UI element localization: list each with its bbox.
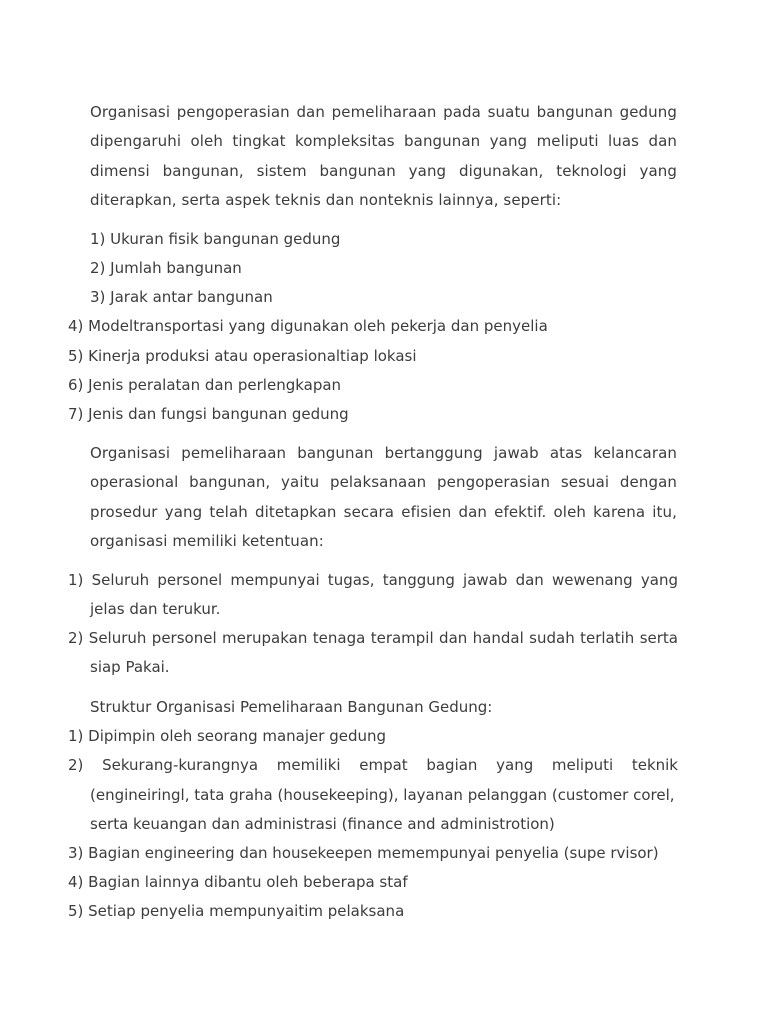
list-item: 6) Jenis peralatan dan perlengkapan — [68, 376, 342, 394]
list-item-line: 2) Seluruh personel merupakan tenaga terampil dan handal sudah terlatih serta — [68, 629, 678, 647]
list-item: 3) Bagian engineering dan housekeepen memempunyai penyelia (supe rvisor) — [68, 844, 659, 862]
list-item — [68, 751, 678, 780]
list-item: 4) Bagian lainnya dibantu oleh beberapa staf — [68, 873, 408, 891]
list-item-continuation: serta keuangan dan administrasi (finance and administrotion) — [90, 815, 555, 833]
responsibility-paragraph: Organisasi pemeliharaan bangunan bertanggung jawab atas kelancaran operasional bangunan, yaitu pelaksanaan pengoperasian sesuai dengan prosedur yang telah ditetapkan secara efisien dan efektif. oleh karena itu, organisasi memiliki ketentuan: — [90, 444, 677, 551]
list-item: 5) Kinerja produksi atau operasionaltiap lokasi — [68, 347, 417, 365]
list-item: 3) Jarak antar bangunan — [90, 288, 273, 306]
list-item: 7) Jenis dan fungsi bangunan gedung — [68, 405, 349, 423]
list-item — [68, 566, 678, 595]
structure-heading: Struktur Organisasi Pemeliharaan Bangunan Gedung: — [90, 698, 493, 716]
list-item-continuation: jelas dan terukur. — [90, 600, 221, 618]
list-item-line: 2) Sekurang-kurangnya memiliki empat bagian yang meliputi teknik — [68, 756, 678, 774]
list-item: 4) Modeltransportasi yang digunakan oleh pekerja dan penyelia — [68, 317, 548, 335]
list-item: 5) Setiap penyelia mempunyaitim pelaksana — [68, 902, 405, 920]
list-item: 2) Jumlah bangunan — [90, 259, 242, 277]
intro-paragraph: Organisasi pengoperasian dan pemeliharaan pada suatu bangunan gedung dipengaruhi oleh tingkat kompleksitas bangunan yang meliputi luas dan dimensi bangunan, sistem bangunan yang digunakan, teknologi yang diterapkan, serta aspek teknis dan nonteknis lainnya, seperti: — [90, 103, 677, 210]
list-item: 1) Dipimpin oleh seorang manajer gedung — [68, 727, 387, 745]
list-item-line: 1) Seluruh personel mempunyai tugas, tanggung jawab dan wewenang yang — [68, 571, 678, 589]
list-item — [68, 624, 678, 653]
list-item: 1) Ukuran fisik bangunan gedung — [90, 230, 341, 248]
list-item-continuation: siap Pakai. — [90, 658, 170, 676]
list-item-continuation: (engineiringl, tata graha (housekeeping), layanan pelanggan (customer corel, — [90, 786, 675, 804]
